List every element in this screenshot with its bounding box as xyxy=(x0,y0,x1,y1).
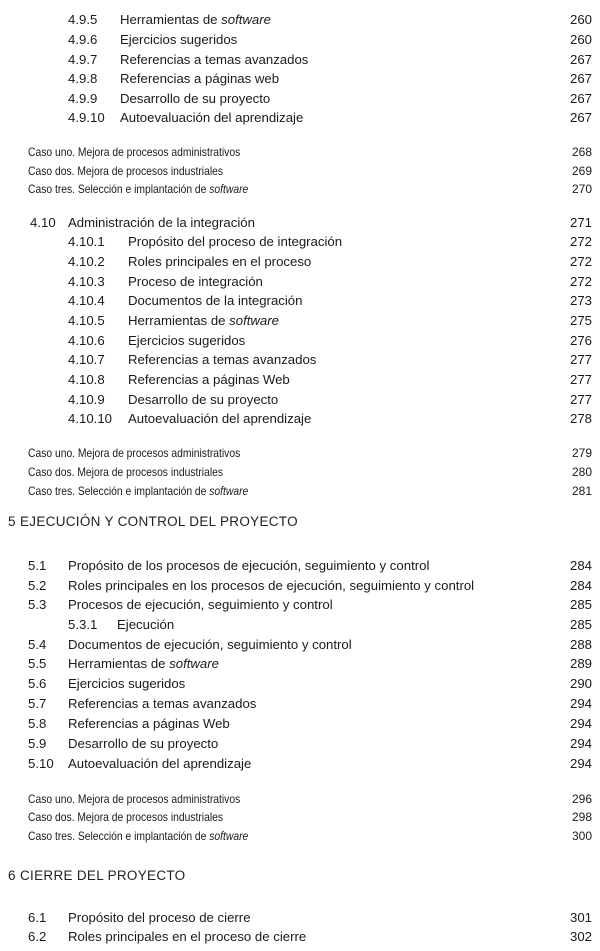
entry-number: 5.5 xyxy=(28,656,47,671)
entry-number: 4.9.7 xyxy=(68,52,98,67)
entry-title xyxy=(28,827,248,845)
entry-number: 4.10.2 xyxy=(68,254,105,269)
entry-number: 4.9.10 xyxy=(68,110,105,125)
entry-title-italic: software xyxy=(209,829,249,843)
page-number: 267 xyxy=(569,71,592,86)
entry-title xyxy=(28,790,240,808)
entry-title-italic: software xyxy=(229,313,279,328)
page-number: 288 xyxy=(569,637,592,652)
chapter-heading xyxy=(0,513,600,531)
entry-title-text: Caso dos. Mejora de procesos industriales xyxy=(28,164,224,178)
toc-entry xyxy=(0,371,600,389)
entry-title-text: Autoevaluación del aprendizaje xyxy=(120,110,304,125)
toc-case-entry xyxy=(0,143,600,161)
entry-title-text: Desarrollo de su proyecto xyxy=(120,91,271,106)
entry-number: 5.9 xyxy=(28,736,47,751)
page-number: 302 xyxy=(569,929,592,944)
page-number: 260 xyxy=(569,12,592,27)
page-number: 277 xyxy=(569,392,592,407)
entry-title xyxy=(28,444,240,462)
page-number: 272 xyxy=(569,274,592,289)
toc-entry xyxy=(0,214,600,232)
entry-number: 5 xyxy=(8,514,16,529)
entry-title xyxy=(28,808,223,826)
entry-title-text: Referencias a temas avanzados xyxy=(68,696,257,711)
toc-case-entry xyxy=(0,827,600,845)
entry-title-text: Documentos de la integración xyxy=(128,293,303,308)
toc-entry xyxy=(0,928,600,946)
toc-case-entry xyxy=(0,808,600,826)
entry-title xyxy=(68,909,251,927)
page-number: 277 xyxy=(569,372,592,387)
entry-title-text: Propósito del proceso de integración xyxy=(128,234,343,249)
page-number: 275 xyxy=(569,313,592,328)
chapter-heading xyxy=(0,867,600,885)
entry-number: 4.9.6 xyxy=(68,32,98,47)
toc-entry xyxy=(0,233,600,251)
entry-number: 5.10 xyxy=(28,756,54,771)
entry-title xyxy=(28,162,223,180)
entry-title-text: Referencias a páginas Web xyxy=(68,716,230,731)
page-number: 290 xyxy=(569,676,592,691)
entry-title-text: Herramientas de xyxy=(120,12,222,27)
toc-entry xyxy=(0,273,600,291)
entry-title xyxy=(68,928,306,946)
entry-title xyxy=(20,867,186,885)
toc-entry xyxy=(0,557,600,575)
page-number: 294 xyxy=(569,736,592,751)
entry-title xyxy=(68,735,218,753)
entry-title-text: Caso tres. Selección e implantación de xyxy=(28,182,210,196)
entry-number: 5.1 xyxy=(28,558,47,573)
entry-title-text: Roles principales en el proceso de cierre xyxy=(68,929,307,944)
entry-title-text: Herramientas de xyxy=(128,313,230,328)
entry-title-text: Caso dos. Mejora de procesos industriales xyxy=(28,810,224,824)
entry-number: 5.8 xyxy=(28,716,47,731)
toc-case-entry xyxy=(0,162,600,180)
entry-title xyxy=(28,482,248,500)
entry-title-italic: software xyxy=(209,484,249,498)
toc-entry xyxy=(0,715,600,733)
entry-number: 4.9.5 xyxy=(68,12,98,27)
entry-title-text: Referencias a páginas web xyxy=(120,71,280,86)
page-number: 280 xyxy=(571,465,592,479)
toc-entry xyxy=(0,695,600,713)
entry-title xyxy=(68,636,352,654)
toc-entry xyxy=(0,70,600,88)
entry-number: 5.7 xyxy=(28,696,47,711)
entry-number: 4.10.6 xyxy=(68,333,105,348)
page-number: 268 xyxy=(571,145,592,159)
entry-title-text: Caso uno. Mejora de procesos administrativos xyxy=(28,145,241,159)
entry-title xyxy=(128,253,311,271)
entry-title xyxy=(68,596,333,614)
toc-entry xyxy=(0,253,600,271)
page-number: 298 xyxy=(571,810,592,824)
entry-title-text: Caso tres. Selección e implantación de xyxy=(28,829,210,843)
entry-title-text: Autoevaluación del aprendizaje xyxy=(128,411,312,426)
entry-title-text: Ejercicios sugeridos xyxy=(68,676,186,691)
page-number: 276 xyxy=(569,333,592,348)
toc-case-entry xyxy=(0,444,600,462)
entry-title-italic: software xyxy=(221,12,271,27)
toc-entry xyxy=(0,351,600,369)
entry-title-text: Ejercicios sugeridos xyxy=(128,333,246,348)
toc-case-entry xyxy=(0,482,600,500)
toc-entry xyxy=(0,909,600,927)
entry-title xyxy=(128,410,311,428)
entry-title xyxy=(68,695,256,713)
entry-title xyxy=(120,51,308,69)
toc-entry xyxy=(0,636,600,654)
entry-title xyxy=(20,513,298,531)
toc-entry xyxy=(0,312,600,330)
entry-title xyxy=(68,557,429,575)
page-number: 260 xyxy=(569,32,592,47)
toc-entry xyxy=(0,332,600,350)
toc-entry xyxy=(0,292,600,310)
entry-number: 6.2 xyxy=(28,929,47,944)
entry-title xyxy=(68,214,255,232)
page-number: 281 xyxy=(571,484,592,498)
entry-title xyxy=(68,577,474,595)
page-number: 269 xyxy=(571,164,592,178)
entry-title-text: Herramientas de xyxy=(68,656,170,671)
entry-title xyxy=(28,143,240,161)
entry-title-text: Autoevaluación del aprendizaje xyxy=(68,756,252,771)
entry-title xyxy=(128,332,245,350)
entry-number: 4.10.9 xyxy=(68,392,105,407)
entry-title-text: Propósito de los procesos de ejecución, seguimiento y control xyxy=(68,558,430,573)
entry-title xyxy=(120,90,270,108)
page-number: 273 xyxy=(569,293,592,308)
toc-entry xyxy=(0,596,600,614)
toc-entry xyxy=(0,655,600,673)
entry-number: 4.10.7 xyxy=(68,352,105,367)
entry-number: 4.10.10 xyxy=(68,411,112,426)
page-number: 300 xyxy=(571,829,592,843)
toc-entry xyxy=(0,675,600,693)
toc-entry xyxy=(0,735,600,753)
entry-number: 4.10 xyxy=(30,215,56,230)
entry-title-text: Documentos de ejecución, seguimiento y control xyxy=(68,637,352,652)
toc-entry xyxy=(0,755,600,773)
page-number: 294 xyxy=(569,756,592,771)
entry-title xyxy=(28,180,248,198)
toc-entry xyxy=(0,616,600,634)
entry-number: 4.10.5 xyxy=(68,313,105,328)
entry-title-text: Desarrollo de su proyecto xyxy=(128,392,279,407)
entry-title-text: Referencias a temas avanzados xyxy=(120,52,309,67)
entry-title xyxy=(117,616,174,634)
entry-title-italic: software xyxy=(209,182,249,196)
entry-title-text: Desarrollo de su proyecto xyxy=(68,736,219,751)
page-number: 284 xyxy=(569,578,592,593)
entry-number: 5.4 xyxy=(28,637,47,652)
entry-title xyxy=(68,755,251,773)
entry-title-text: Caso uno. Mejora de procesos administrativos xyxy=(28,792,241,806)
entry-title xyxy=(128,233,342,251)
entry-title xyxy=(68,675,185,693)
entry-title xyxy=(128,351,316,369)
toc-entry xyxy=(0,391,600,409)
page-number: 267 xyxy=(569,91,592,106)
page-number: 267 xyxy=(569,52,592,67)
page-number: 271 xyxy=(569,215,592,230)
entry-title-text: Caso tres. Selección e implantación de xyxy=(28,484,210,498)
toc-entry xyxy=(0,90,600,108)
page-number: 285 xyxy=(569,617,592,632)
page-number: 279 xyxy=(571,446,592,460)
page-number: 296 xyxy=(571,792,592,806)
entry-title-text: Caso uno. Mejora de procesos administrativos xyxy=(28,446,241,460)
toc-entry xyxy=(0,51,600,69)
page-number: 267 xyxy=(569,110,592,125)
entry-number: 4.10.3 xyxy=(68,274,105,289)
entry-title-text: CIERRE DEL PROYECTO xyxy=(20,868,186,883)
entry-title-text: Propósito del proceso de cierre xyxy=(68,910,251,925)
entry-title xyxy=(68,655,219,673)
page-number: 272 xyxy=(569,234,592,249)
entry-title xyxy=(120,11,271,29)
entry-title-text: Ejecución xyxy=(117,617,175,632)
entry-title xyxy=(128,371,290,389)
entry-title-italic: software xyxy=(169,656,219,671)
entry-number: 4.9.9 xyxy=(68,91,98,106)
page-number: 294 xyxy=(569,696,592,711)
toc-case-entry xyxy=(0,790,600,808)
entry-number: 5.3 xyxy=(28,597,47,612)
toc-entry xyxy=(0,11,600,29)
entry-number: 4.9.8 xyxy=(68,71,98,86)
entry-title xyxy=(120,109,303,127)
toc-entry xyxy=(0,31,600,49)
entry-number: 4.10.4 xyxy=(68,293,105,308)
entry-title-text: EJECUCIÓN Y CONTROL DEL PROYECTO xyxy=(20,514,298,529)
entry-title xyxy=(128,312,279,330)
entry-number: 5.3.1 xyxy=(68,617,98,632)
entry-title-text: Ejercicios sugeridos xyxy=(120,32,238,47)
entry-title xyxy=(128,273,263,291)
entry-number: 5.6 xyxy=(28,676,47,691)
page-number: 289 xyxy=(569,656,592,671)
entry-title xyxy=(68,715,230,733)
entry-title xyxy=(120,31,237,49)
page-number: 285 xyxy=(569,597,592,612)
page-number: 294 xyxy=(569,716,592,731)
page-number: 301 xyxy=(569,910,592,925)
page-number: 278 xyxy=(569,411,592,426)
toc-entry xyxy=(0,410,600,428)
toc-entry xyxy=(0,109,600,127)
entry-title xyxy=(128,391,278,409)
toc-case-entry xyxy=(0,180,600,198)
page-number: 272 xyxy=(569,254,592,269)
entry-title-text: Roles principales en el proceso xyxy=(128,254,312,269)
entry-title-text: Roles principales en los procesos de ejecución, seguimiento y control xyxy=(68,578,475,593)
entry-number: 6.1 xyxy=(28,910,47,925)
page-number: 270 xyxy=(571,182,592,196)
entry-title-text: Administración de la integración xyxy=(68,215,255,230)
entry-title xyxy=(28,463,223,481)
entry-title-text: Proceso de integración xyxy=(128,274,263,289)
page-number: 277 xyxy=(569,352,592,367)
entry-title xyxy=(128,292,302,310)
entry-title xyxy=(120,70,279,88)
entry-number: 4.10.1 xyxy=(68,234,105,249)
entry-title-text: Referencias a páginas Web xyxy=(128,372,290,387)
entry-number: 6 xyxy=(8,868,16,883)
entry-title-text: Caso dos. Mejora de procesos industriales xyxy=(28,465,224,479)
page-number: 284 xyxy=(569,558,592,573)
entry-number: 4.10.8 xyxy=(68,372,105,387)
entry-number: 5.2 xyxy=(28,578,47,593)
toc-entry xyxy=(0,577,600,595)
entry-title-text: Referencias a temas avanzados xyxy=(128,352,317,367)
toc-case-entry xyxy=(0,463,600,481)
entry-title-text: Procesos de ejecución, seguimiento y control xyxy=(68,597,333,612)
